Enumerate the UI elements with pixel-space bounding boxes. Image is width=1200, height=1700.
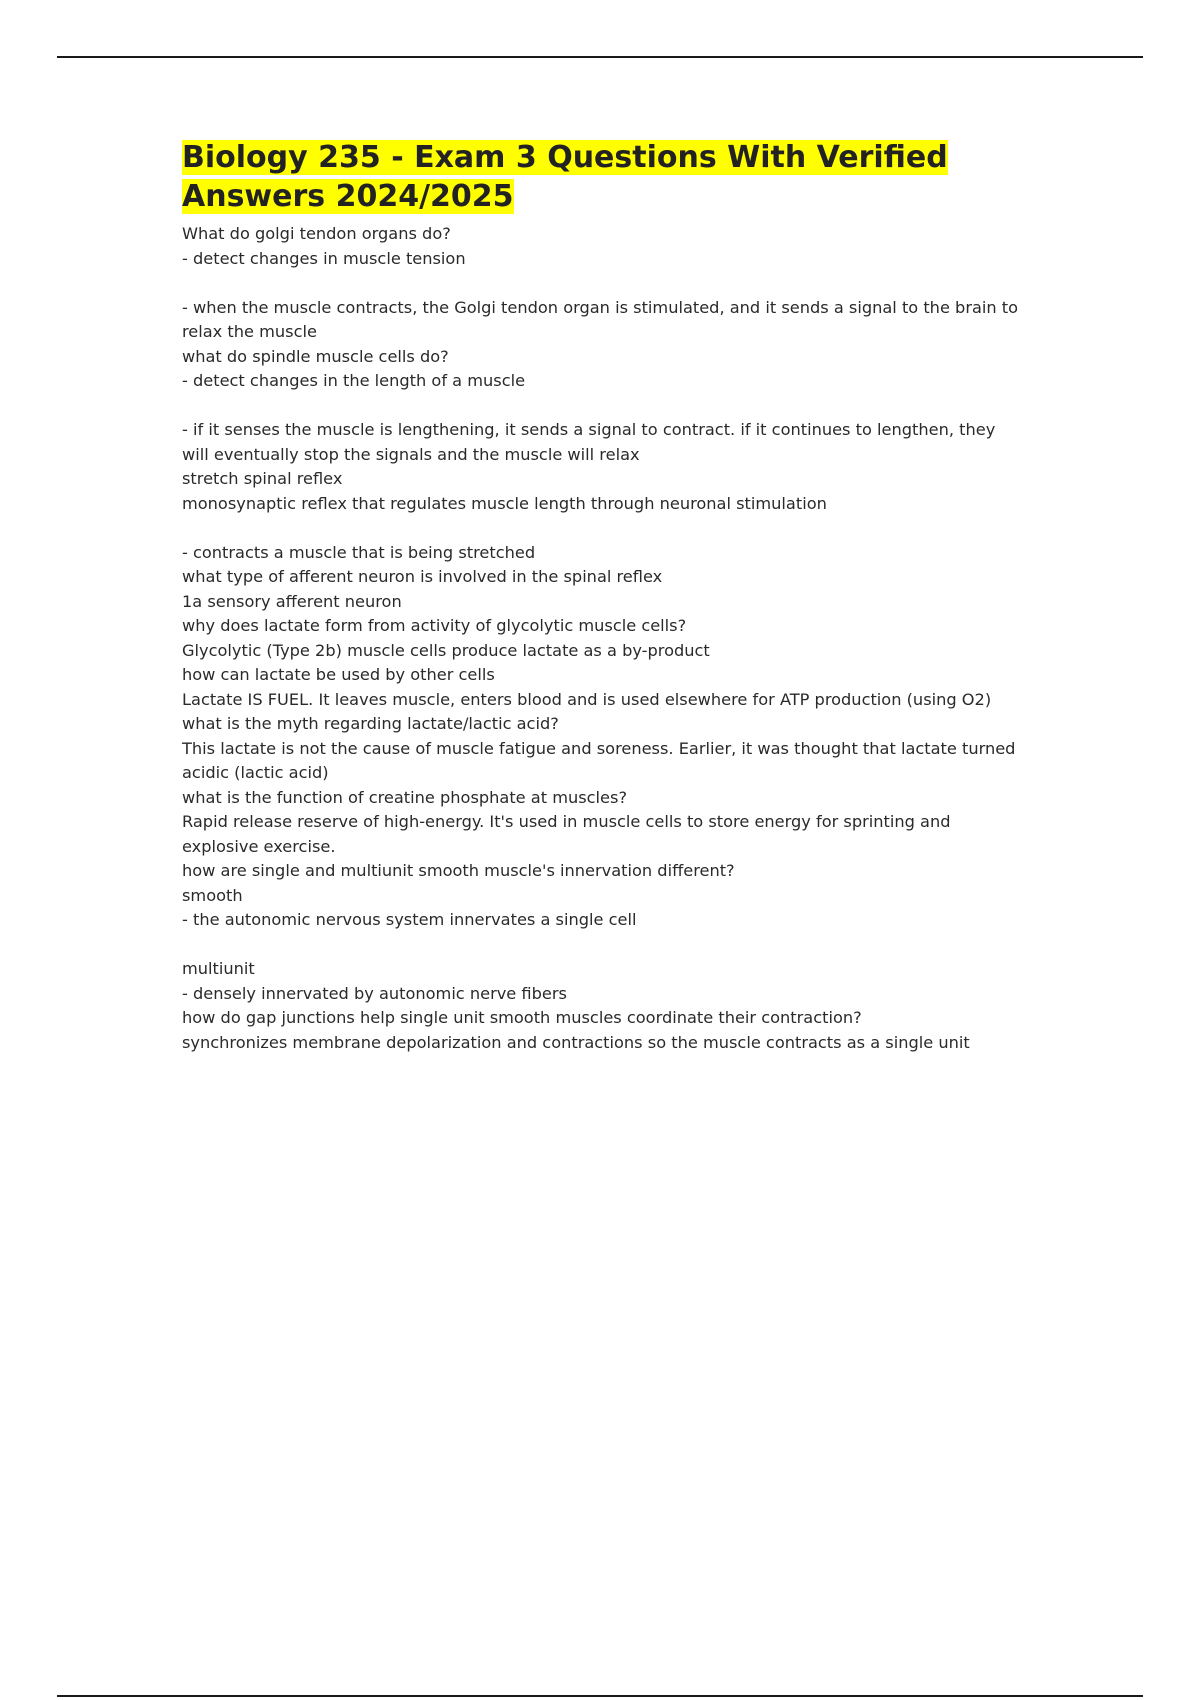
- qa-item: [182, 345, 1022, 468]
- answer-text: - densely innervated by autonomic nerve fibers: [182, 983, 567, 1003]
- question-text: what is the myth regarding lactate/lactic acid?: [182, 714, 559, 733]
- question-text: What do golgi tendon organs do?: [182, 224, 451, 243]
- qa-item: [182, 663, 1022, 712]
- blank-line: [182, 516, 1022, 541]
- answer-text: Lactate IS FUEL. It leaves muscle, enters blood and is used elsewhere for ATP production (using O2): [182, 689, 992, 709]
- answer-text: synchronizes membrane depolarization and contractions so the muscle contracts as a single unit: [182, 1032, 970, 1052]
- qa-item: [182, 712, 1022, 786]
- answer-text: Glycolytic (Type 2b) muscle cells produce lactate as a by-product: [182, 640, 710, 660]
- document-title-highlight: Biology 235 - Exam 3 Questions With Verified Answers 2024/2025: [182, 140, 948, 214]
- answer-text: This lactate is not the cause of muscle fatigue and soreness. Earlier, it was thought that lactate turned acidic (lactic acid): [182, 738, 1016, 782]
- qa-item: [182, 786, 1022, 860]
- qa-item: [182, 222, 1022, 345]
- question-text: how can lactate be used by other cells: [182, 665, 495, 684]
- qa-item: [182, 467, 1022, 565]
- blank-line: [182, 271, 1022, 296]
- question-text: what type of afferent neuron is involved in the spinal reflex: [182, 567, 663, 586]
- answer-text: - contracts a muscle that is being stretched: [182, 542, 536, 562]
- question-text: what is the function of creatine phosphate at muscles?: [182, 787, 628, 807]
- answer-text: multiunit: [182, 959, 255, 978]
- document-body: [182, 138, 1022, 1055]
- question-text: what do spindle muscle cells do?: [182, 346, 449, 366]
- question-text: how do gap junctions help single unit smooth muscles coordinate their contraction?: [182, 1008, 862, 1027]
- answer-text: 1a sensory afferent neuron: [182, 591, 402, 611]
- qa-list: [182, 222, 1022, 1055]
- answer-text: - if it senses the muscle is lengthening, it sends a signal to contract. if it continues to lengthen, they will eventually stop the signals and the muscle will relax: [182, 420, 996, 464]
- question-text: why does lactate form from activity of glycolytic muscle cells?: [182, 616, 687, 635]
- qa-item: [182, 614, 1022, 663]
- blank-line: [182, 394, 1022, 419]
- header-rule: [57, 56, 1143, 58]
- answer-text: - when the muscle contracts, the Golgi tendon organ is stimulated, and it sends a signal to the brain to relax the muscle: [182, 297, 1019, 341]
- answer-text: - detect changes in the length of a muscle: [182, 371, 526, 390]
- qa-item: [182, 859, 1022, 1006]
- footer-rule: [57, 1695, 1143, 1697]
- answer-text: - the autonomic nervous system innervates a single cell: [182, 910, 637, 929]
- document-title: [182, 138, 1022, 216]
- question-text: stretch spinal reflex: [182, 469, 343, 488]
- qa-item: [182, 1006, 1022, 1055]
- answer-text: monosynaptic reflex that regulates muscle length through neuronal stimulation: [182, 493, 827, 513]
- answer-text: smooth: [182, 885, 243, 905]
- blank-line: [182, 933, 1022, 958]
- answer-text: - detect changes in muscle tension: [182, 248, 466, 268]
- qa-item: [182, 565, 1022, 614]
- answer-text: Rapid release reserve of high-energy. It's used in muscle cells to store energy for sprinting and explosive exercise.: [182, 812, 951, 856]
- question-text: how are single and multiunit smooth muscle's innervation different?: [182, 861, 735, 880]
